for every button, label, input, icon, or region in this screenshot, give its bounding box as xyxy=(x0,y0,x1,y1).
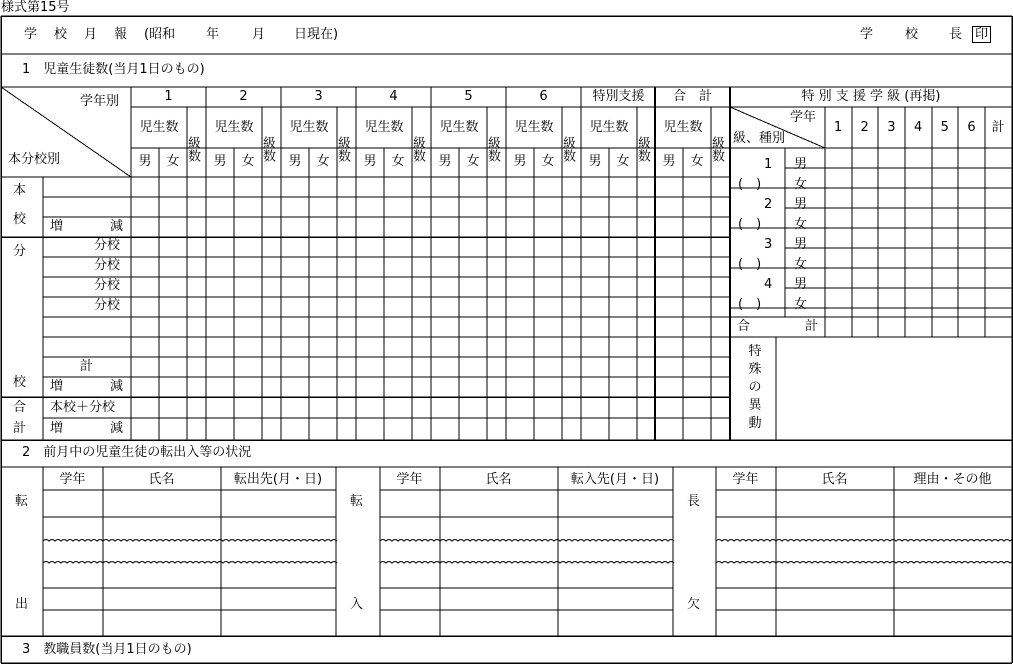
classes-subheader: 級数 xyxy=(260,136,275,162)
group-number: 3 xyxy=(764,237,773,252)
classes-subheader: 級数 xyxy=(185,136,200,162)
group-paren: ( ) xyxy=(738,257,762,272)
classes-subheader: 級数 xyxy=(560,136,575,162)
sum-label: 合 xyxy=(13,400,27,415)
special-grade-header: 1 xyxy=(833,120,843,135)
honko-label: 校 xyxy=(13,212,27,227)
bunko-label: 分 xyxy=(13,244,27,259)
special-grade-header: 3 xyxy=(887,120,896,135)
title-char: 校 xyxy=(54,27,68,42)
honko-label: 本 xyxy=(13,183,27,198)
special-grade-header: 4 xyxy=(913,120,923,135)
principal-char: 長 xyxy=(949,27,963,42)
group-number: 4 xyxy=(764,277,773,292)
female-label: 女 xyxy=(690,154,704,169)
decrease-label: 減 xyxy=(110,219,124,234)
special-grade-header: 2 xyxy=(860,120,869,135)
col-destination: 転出先(月・日) xyxy=(233,472,323,487)
students-subheader: 児生数 xyxy=(364,120,404,135)
grade-header: 2 xyxy=(239,89,248,104)
decrease-label: 減 xyxy=(110,421,124,436)
special-grade-header: 6 xyxy=(967,120,976,135)
special-corner-kind: 級、種別 xyxy=(733,131,786,146)
female-label: 女 xyxy=(316,154,330,169)
female-label: 女 xyxy=(541,154,555,169)
section2-title: 2 前月中の児童生徒の転出入等の状況 xyxy=(22,445,252,460)
grade-header: 6 xyxy=(539,89,548,104)
special-total-right: 計 xyxy=(805,319,819,334)
students-subheader: 児生数 xyxy=(439,120,479,135)
female-label: 女 xyxy=(794,177,808,192)
group-paren: ( ) xyxy=(738,217,762,232)
group-paren: ( ) xyxy=(738,177,762,192)
students-subheader: 児生数 xyxy=(514,120,554,135)
special-total-left: 合 xyxy=(737,319,751,334)
section3-title: 3 教職員数(当月1日のもの) xyxy=(22,642,192,657)
classes-subheader: 級数 xyxy=(485,136,500,162)
col-source: 転入先(月・日) xyxy=(570,472,660,487)
day-label: 日現在) xyxy=(294,27,339,42)
col-name: 氏名 xyxy=(821,472,848,487)
students-subheader: 児生数 xyxy=(589,120,629,135)
male-label: 男 xyxy=(794,197,808,212)
male-label: 男 xyxy=(794,237,808,252)
decrease-label: 減 xyxy=(110,379,124,394)
absence-side: 欠 xyxy=(687,597,701,612)
students-subheader: 児生数 xyxy=(139,120,179,135)
corner-school-label: 本分校別 xyxy=(8,152,61,167)
male-label: 男 xyxy=(588,154,602,169)
col-name: 氏名 xyxy=(148,472,175,487)
grade-header: 1 xyxy=(164,89,173,104)
era-label: (昭和 xyxy=(144,27,176,42)
male-label: 男 xyxy=(513,154,527,169)
principal-char: 学 xyxy=(860,27,874,42)
increase-label: 増 xyxy=(50,421,64,436)
female-label: 女 xyxy=(794,217,808,232)
grade-header: 5 xyxy=(464,89,473,104)
grade-header: 特別支援 xyxy=(592,89,645,104)
classes-subheader: 級数 xyxy=(410,136,425,162)
female-label: 女 xyxy=(794,297,808,312)
female-label: 女 xyxy=(794,257,808,272)
female-label: 女 xyxy=(391,154,405,169)
month-label: 月 xyxy=(252,27,266,42)
transfer-out-side: 出 xyxy=(15,597,29,612)
branch-total-label: 計 xyxy=(80,359,94,374)
grade-header: 3 xyxy=(314,89,323,104)
transfer-out-side: 転 xyxy=(15,494,29,509)
male-label: 男 xyxy=(363,154,377,169)
group-number: 2 xyxy=(764,197,773,212)
section1-title: 1 児童生徒数(当月1日のもの) xyxy=(22,62,205,77)
special-grade-header: 計 xyxy=(991,120,1005,135)
grade-header: 合 計 xyxy=(672,89,712,104)
male-label: 男 xyxy=(213,154,227,169)
branch-label: 分校 xyxy=(94,238,121,253)
female-label: 女 xyxy=(616,154,630,169)
special-class-title: 特 別 支 援 学 級 (再掲) xyxy=(801,89,941,104)
year-label: 年 xyxy=(206,27,220,42)
students-subheader: 児生数 xyxy=(663,120,703,135)
col-grade: 学年 xyxy=(59,472,86,487)
title-char: 学 xyxy=(24,27,38,42)
increase-label: 増 xyxy=(50,379,64,394)
corner-grade-label: 学年別 xyxy=(80,94,120,109)
male-label: 男 xyxy=(138,154,152,169)
male-label: 男 xyxy=(438,154,452,169)
sum-label: 計 xyxy=(13,421,27,436)
title-char: 報 xyxy=(114,27,128,42)
male-label: 男 xyxy=(662,154,676,169)
branch-label: 分校 xyxy=(94,278,121,293)
male-label: 男 xyxy=(288,154,302,169)
col-grade: 学年 xyxy=(396,472,423,487)
male-label: 男 xyxy=(794,157,808,172)
col-grade: 学年 xyxy=(732,472,759,487)
classes-subheader: 級数 xyxy=(709,136,724,162)
branch-label: 分校 xyxy=(94,258,121,273)
principal-char: 校 xyxy=(905,27,919,42)
main-plus-branch-label: 本校＋分校 xyxy=(50,400,116,415)
students-subheader: 児生数 xyxy=(289,120,329,135)
female-label: 女 xyxy=(166,154,180,169)
students-subheader: 児生数 xyxy=(214,120,254,135)
col-reason: 理由・その他 xyxy=(913,472,992,487)
special-grade-header: 5 xyxy=(940,120,949,135)
transfer-in-side: 転 xyxy=(350,494,364,509)
group-paren: ( ) xyxy=(738,297,762,312)
bunko-label: 校 xyxy=(13,375,27,390)
classes-subheader: 級数 xyxy=(635,136,650,162)
classes-subheader: 級数 xyxy=(335,136,350,162)
transfer-in-side: 入 xyxy=(350,597,364,612)
increase-label: 増 xyxy=(50,219,64,234)
seal-box: 印 xyxy=(972,26,991,43)
male-label: 男 xyxy=(794,277,808,292)
title-char: 月 xyxy=(84,27,98,42)
form-number: 様式第15号 xyxy=(1,0,70,15)
absence-side: 長 xyxy=(687,494,701,509)
special-corner-grade: 学年 xyxy=(790,110,817,125)
branch-label: 分校 xyxy=(94,298,121,313)
special-changes-label: 特 殊 の 異 動 xyxy=(748,344,762,431)
female-label: 女 xyxy=(466,154,480,169)
group-number: 1 xyxy=(764,157,773,172)
col-name: 氏名 xyxy=(485,472,512,487)
grade-header: 4 xyxy=(389,89,398,104)
female-label: 女 xyxy=(241,154,255,169)
